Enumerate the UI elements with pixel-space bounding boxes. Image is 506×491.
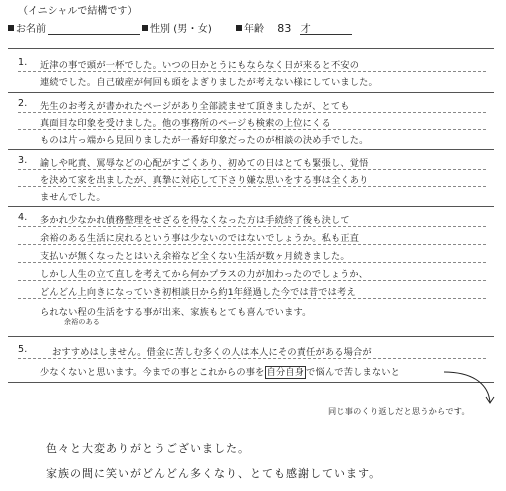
ruled-line [18,244,486,245]
square-bullet-icon [8,25,14,31]
ruled-line [18,280,486,281]
age-value: 83 [277,22,292,35]
gender-label-group [142,20,212,35]
ruled-line [18,358,486,359]
header-note: （イニシャルで結構です） [18,6,138,17]
answer-line: 少なくないと思います。今までの事とこれからの事を 自分自身 で悩んで苦しまないと [40,367,401,378]
section-divider [8,336,494,337]
ruled-line [18,112,486,113]
age-label: 年齢 [244,24,264,35]
item-number: 4. [18,212,28,223]
answer-line: どんどん上向きになっていき初相談日から約1年経過した今では昔では考え [40,287,356,298]
answer-line: おすすめはしません。借金に苦しむ多くの人は本人にその責任がある場合が [52,347,372,358]
answer-line: を決めて家を出ましたが、真摯に対応して下さり嫌な思いをする事は全くあり [40,175,369,186]
side-note: 同じ事のくり返しだと思うからです。 [328,406,470,416]
item-number: 2. [18,98,28,109]
gender-options: (男・女) [173,24,212,35]
answer-line: 先生のお考えが書かれたページがあり全部読ませて頂きましたが、とても [40,101,350,112]
item-number: 3. [18,155,28,166]
name-field-line [48,34,140,35]
answer-line: ものは片っ端から見回りましたが一番好印象だったのが相談の決め手でした。 [40,135,369,146]
section-divider [8,92,494,93]
answer-line: 連続でした。自己破産が何回も頭をよぎりましたが考えない様にしていました。 [40,77,378,88]
answer-line: 近津の事で頭が一杯でした。いつの日かとうにもならなく日が来ると不安の [40,60,360,71]
answer-line: 支払いが無くなったとはいえ余裕など全くない生活が数ヶ月続きました。 [40,251,350,262]
answer-line: られない程の生活をする事が出来、家族もとても喜んでいます。 [40,307,312,318]
ruled-line [18,129,486,130]
square-bullet-icon [142,25,148,31]
ruled-line [18,71,486,72]
boxed-word: 自分自身 [266,367,305,378]
curved-arrow-icon [440,368,500,408]
gender-label: 性別 [150,24,170,35]
item-number: 1. [18,57,28,68]
ruled-line [18,298,486,299]
insert-note: 余裕のある [64,318,100,326]
ruled-line [18,186,486,187]
ruled-line [18,226,486,227]
answer-line: ませんでした。 [40,192,106,203]
ruled-line [18,262,486,263]
answer-line: しかし人生の立て直しを考えてから何かプラスの力が加わったのでしょうか、 [40,269,369,280]
section-divider [8,149,494,150]
answer-line: 真面目な印象を受けました。他の事務所のページも検索の上位にくる [40,118,331,129]
age-label-group [236,20,311,35]
closing-line: 色々と大変ありがとうございました。 [46,442,250,455]
age-field-line [300,34,352,35]
ruled-line [18,169,486,170]
item-number: 5. [18,344,28,355]
answer-line: 諭しや叱責、罵辱などの心配がすごくあり、初めての日はとても緊張し、覚悟 [40,158,369,169]
age-unit: 才 [300,24,311,35]
section-divider [8,382,494,383]
section-divider [8,48,494,49]
name-label: お名前 [16,24,46,35]
section-divider [8,206,494,207]
square-bullet-icon [236,25,242,31]
closing-line: 家族の間に笑いがどんどん多くなり、とても感謝しています。 [46,467,382,480]
answer-line: 余裕のある生活に戻れるという事は少ないのではないでしょうか。私も正直 [40,233,360,244]
answer-line: 多かれ少なかれ債務整理をせざるを得なくなった方は手続終了後も決して [40,215,350,226]
name-label-group [8,20,46,35]
